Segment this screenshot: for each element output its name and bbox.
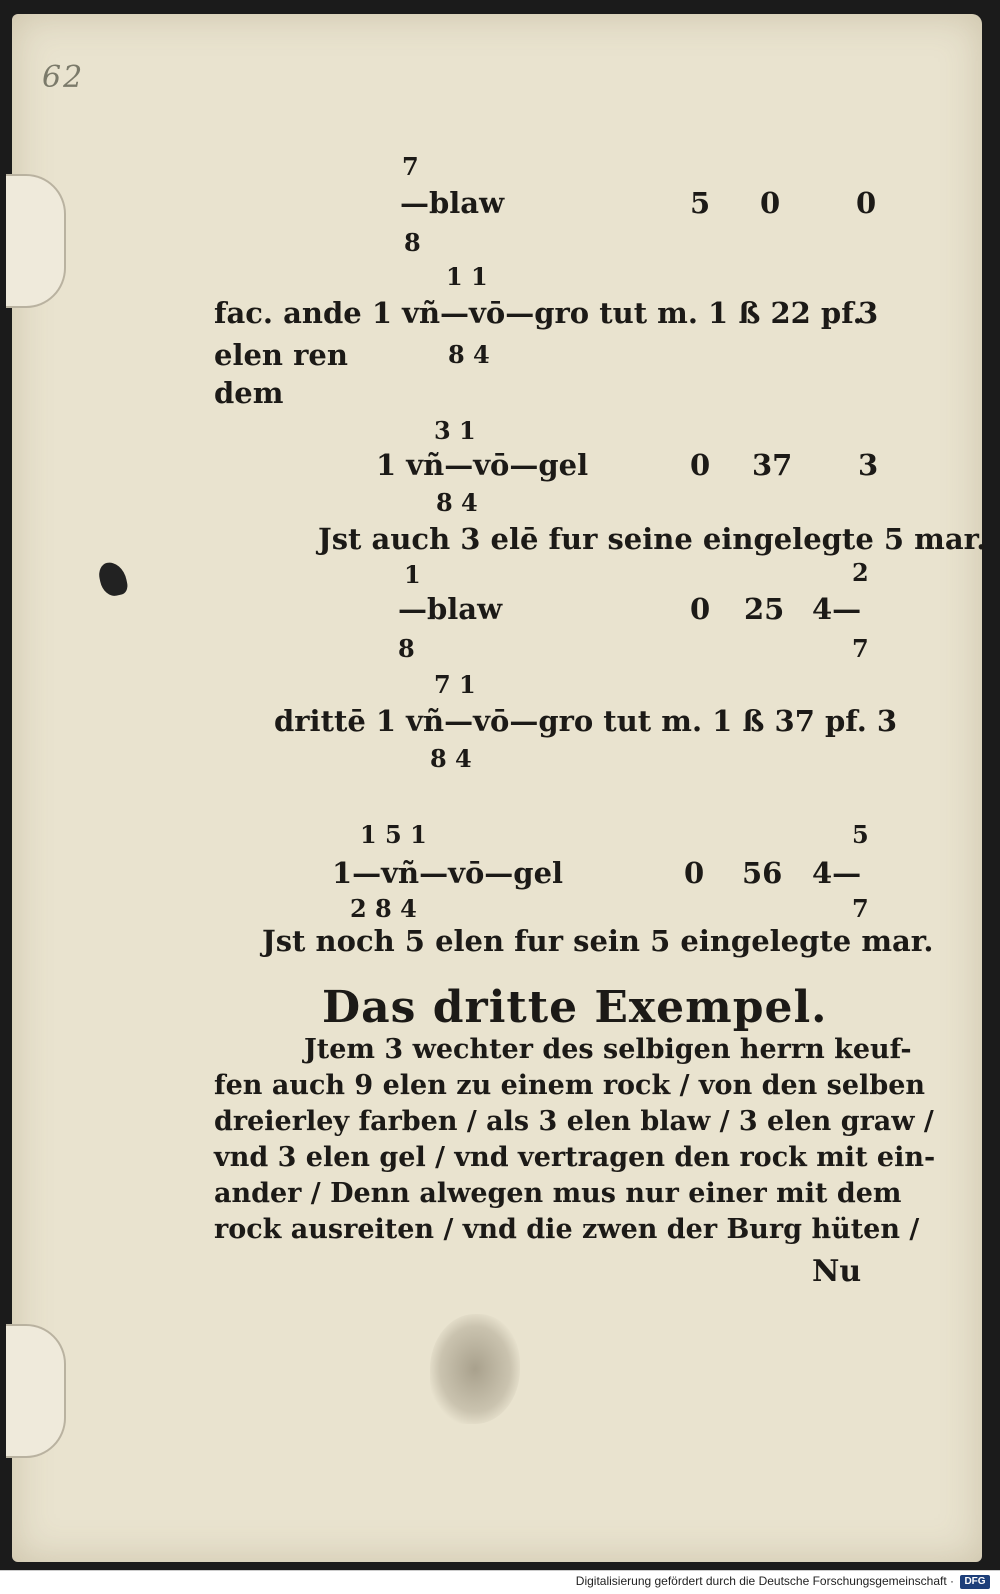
calc-fraction-denominators: 8 4 — [430, 744, 472, 773]
calc-fraction-numerator: 5 — [852, 820, 869, 849]
calc-fraction-denominators: 8 4 — [436, 488, 478, 517]
calc-fraction-numerators: 3 1 — [434, 416, 476, 445]
calc-fraction-denominator: 7 — [852, 634, 869, 663]
calc-value: 4— — [812, 856, 862, 890]
calc-value: 37 — [752, 448, 793, 482]
page-stain — [430, 1314, 520, 1424]
paragraph-line: rock ausreiten / vnd die zwen der Burg hüten / — [214, 1214, 920, 1245]
book-page — [12, 14, 982, 1562]
calc-fraction-denominator: 8 — [404, 228, 421, 257]
calc-value: 25 — [744, 592, 785, 626]
paragraph-line: vnd 3 elen gel / vnd vertragen den rock mit ein- — [214, 1142, 936, 1173]
digitization-footer — [0, 1570, 1000, 1594]
calc-fraction-numerator: 1 — [404, 560, 421, 589]
footer-credit: Digitalisierung gefördert durch die Deutsche Forschungsgemeinschaft · — [575, 1574, 954, 1588]
calc-note: Jst auch 3 elē fur seine eingelegte 5 mar. — [318, 522, 987, 556]
calc-fraction-denominator: 7 — [852, 894, 869, 923]
calc-line: —blaw — [398, 592, 503, 626]
calc-fraction-numerator: 2 — [852, 558, 869, 587]
calc-fraction-numerators: 1 1 — [446, 262, 488, 291]
calc-value: 56 — [742, 856, 783, 890]
calc-value: 0 — [690, 448, 711, 482]
handwritten-page-number: 62 — [42, 60, 85, 95]
section-heading: Das dritte Exempel. — [322, 982, 828, 1033]
calc-line: elen ren — [214, 338, 348, 372]
calc-value: 0 — [760, 186, 781, 220]
ink-blot — [97, 560, 130, 599]
calc-fraction-denominators: 2 8 4 — [350, 894, 417, 923]
calc-line: 1—vñ—vō—gel — [332, 856, 564, 890]
catchword: Nu — [812, 1254, 862, 1289]
calc-fraction-numerators: 7 1 — [434, 670, 476, 699]
calc-value: 5 — [690, 186, 711, 220]
calc-fraction-denominators: 8 4 — [448, 340, 490, 369]
body-paragraph — [214, 1032, 936, 1248]
calc-line: 1 vñ—vō—gel — [376, 448, 589, 482]
page-tab-top — [6, 174, 66, 308]
paragraph-line: Jtem 3 wechter des selbigen herrn keuf- — [304, 1034, 912, 1065]
paragraph-line: fen auch 9 elen zu einem rock / von den selben — [214, 1070, 926, 1101]
calc-note: Jst noch 5 elen fur sein 5 eingelegte mar. — [262, 924, 934, 958]
paragraph-line: dreierley farben / als 3 elen blaw / 3 elen graw / — [214, 1106, 934, 1137]
calc-line: —blaw — [400, 186, 505, 220]
calc-line: dem — [214, 376, 284, 410]
dfg-logo[interactable]: DFG — [960, 1575, 990, 1589]
calc-value: 0 — [684, 856, 705, 890]
calc-fraction-denominator: 8 — [398, 634, 415, 663]
calc-fraction-numerators: 1 5 1 — [360, 820, 427, 849]
calc-value: 3 — [858, 296, 879, 330]
calc-line: fac. ande 1 vñ—vō—gro tut m. 1 ß 22 pf. — [214, 296, 863, 330]
page-tab-bottom — [6, 1324, 66, 1458]
calc-line: drittē 1 vñ—vō—gro tut m. 1 ß 37 pf. 3 — [274, 704, 898, 738]
calc-value: 3 — [858, 448, 879, 482]
calc-value: 4— — [812, 592, 862, 626]
calc-fraction-numerator: 7 — [402, 152, 419, 181]
paragraph-line: ander / Denn alwegen mus nur einer mit dem — [214, 1178, 902, 1209]
calc-value: 0 — [690, 592, 711, 626]
calc-value: 0 — [856, 186, 877, 220]
